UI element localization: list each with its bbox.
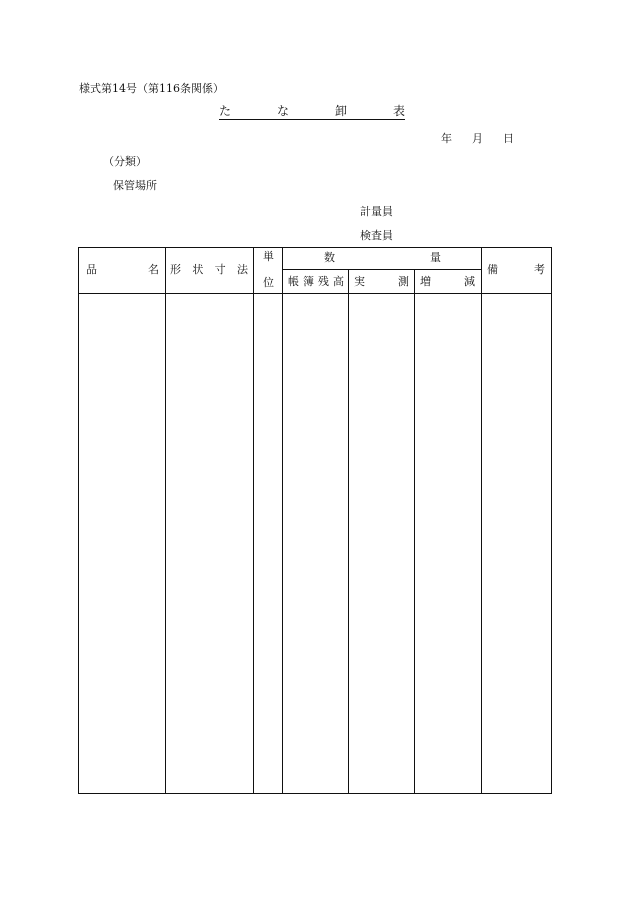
title-char: な: [276, 104, 289, 118]
title-char: た: [219, 104, 232, 118]
date-day: 日: [503, 132, 514, 145]
measurer-label: 計量員: [360, 205, 393, 218]
header-unit: 単 位: [263, 250, 274, 289]
header-item-name: 品 名: [86, 263, 159, 276]
date-year: 年: [441, 132, 452, 145]
title-char: 卸: [334, 104, 347, 118]
date-line: [441, 130, 514, 146]
header-book-balance: 帳 簿 残 高: [288, 275, 344, 288]
storage-location-label: 保管場所: [113, 179, 157, 192]
table-border: [79, 248, 552, 794]
inventory-table: [78, 247, 552, 794]
inspector-label: 検査員: [360, 229, 393, 242]
header-increase-decrease: 増 減: [420, 275, 475, 288]
form-number: 様式第14号（第116条関係）: [79, 82, 224, 95]
header-actual-count: 実 測: [354, 275, 409, 288]
header-quantity: 数 量: [324, 251, 441, 264]
title-char: 表: [392, 104, 405, 118]
date-month: 月: [472, 132, 483, 145]
form-title: [219, 104, 405, 120]
header-shape-dimensions: 形 状 寸 法: [170, 263, 248, 276]
table-grid-lines: [78, 247, 552, 794]
header-remarks: 備 考: [487, 263, 545, 276]
classification-label: （分類）: [103, 155, 147, 168]
